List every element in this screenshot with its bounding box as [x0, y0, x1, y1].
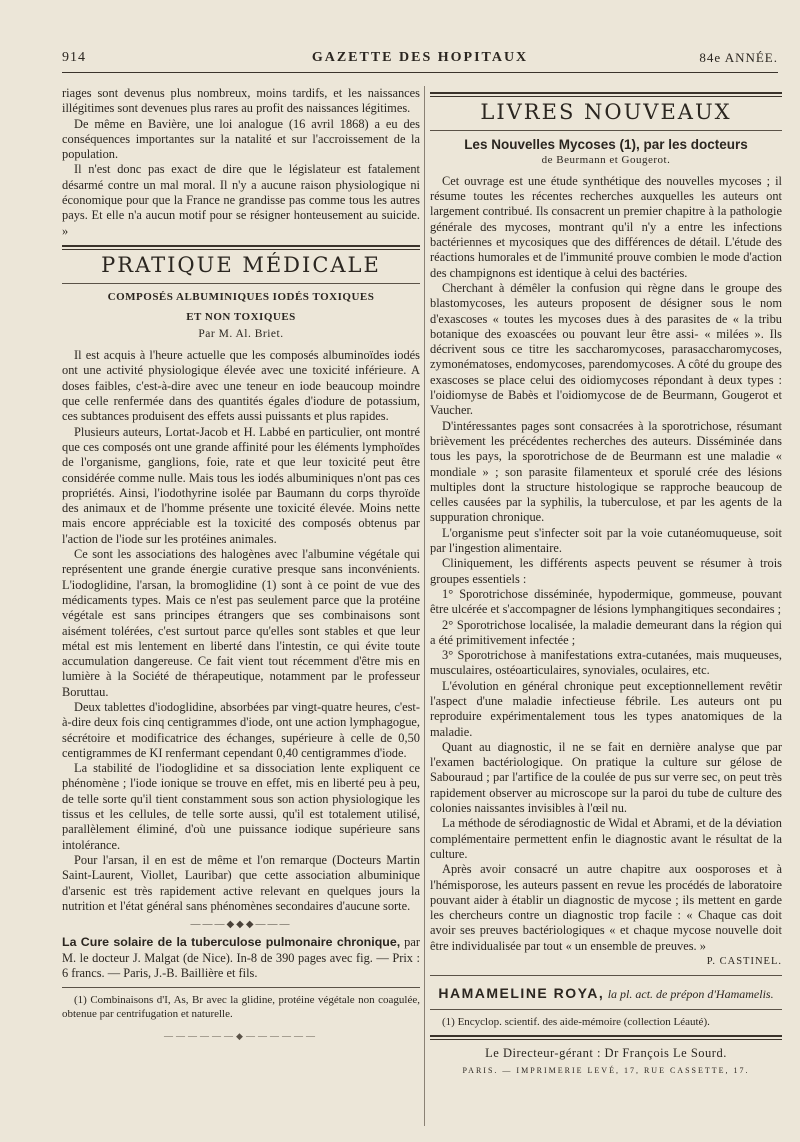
paragraph: Cliniquement, les différents aspects peuvent se résumer à trois groupes essentiels : — [430, 556, 782, 586]
paragraph: Il est acquis à l'heure actuelle que les composés albuminoïdes iodés ont une activité physiologique élevée avec une toxicité inférieure. A doses faibles, c'est-à-dire avec une teneur en iode beaucoup moindre que celle renfermée dans des quantités égales d'iodure de potassium, ces subtances produisent des effets aussi puissants et plus rapides. — [62, 348, 420, 424]
paragraph: Cet ouvrage est une étude synthétique des nouvelles mycoses ; il résume toutes les récentes recherches auxquelles les auteurs ont largement contribué. Ils consacrent un premier chapitre à la pathologie générale des mycoses, montrant qu'il n'y a entre les infections bactériennes et mycosiques que des différences de détail. L'étude des réactions humorales et de l'immunité prouve combien le mode d'action des champignons est identique à celui des bactéries. — [430, 173, 782, 280]
footnote: (1) Encyclop. scientif. des aide-mémoire (collection Léauté). — [442, 1015, 710, 1028]
section-title-pratique: PRATIQUE MÉDICALE — [101, 252, 381, 277]
fleuron-ornament: ——————◆—————— — [164, 1031, 318, 1042]
paragraph: L'organisme peut s'infecter soit par la voie cutanéomuqueuse, soit par l'ingestion alimentaire. — [430, 525, 782, 556]
divider — [62, 283, 420, 284]
signature: P. CASTINEL. — [706, 956, 782, 968]
book-note — [62, 935, 420, 981]
paragraph: Pour l'arsan, il en est de même et l'on remarque (Docteurs Martin Saint-Laurent, Viollet, Lauribar) que cette association albuminique d'arsenic est très rapidement active relevant en quelques jours la nutrition et l'état général sans phénomènes secondaires d'aucune sorte. — [62, 852, 420, 913]
book-title: Les Nouvelles Mycoses (1), par les docteurs — [464, 137, 748, 153]
advertisement — [430, 986, 782, 1002]
paragraph: Quant au diagnostic, il ne se fait en dernière analyse que par l'examen bactériologique. On pratique la culture sur gélose de Sabouraud ; par l'artifice de la coulée de pus sur verre sec, on peut très rapidement observer au microscope sur la paroi du tube de culture des colonies naissantes invisibles à l'œil nu. — [430, 739, 782, 816]
column-divider — [424, 86, 425, 1126]
book-note-details: par M. le docteur J. Malgat (de Nice). In-8 de 390 pages avec fig. — Prix : 6 francs. — Paris, J.-B. Baillière et fils. — [62, 935, 420, 981]
paragraph: De même en Bavière, une loi analogue (16 avril 1868) a eu des conséquences importantes sur la natalité et sur l'accroissement de la population. — [62, 116, 420, 162]
paragraph: Plusieurs auteurs, Lortat-Jacob et H. Labbé en particulier, ont montré que ces composés ont une grande affinité pour les éléments lymphoïdes de l'organisme, ganglions, foie, rate et que leur toxicité peut être considérée comme nulle. Mais tous les iodés albuminiques n'ont pas ces propriétés. Ainsi, l'iodothyrine isolée par Baumann du corps thyroïde des animaux et de l'homme présente une toxicité élevée. Moins nette mais encore appréciable est la toxicité des composés obtenus par l'action de l'iode sur les protéines animales. — [62, 424, 420, 546]
paragraph: D'intéressantes pages sont consacrées à la sporotrichose, résumant brièvement les précédentes recherches des auteurs. Disséminée dans tous les pays, la sporotrichose de de Beurmann est une maladie « mondiale » ; son parasite filamenteux et sporulé crée des lésions multiples dont la structure histologique se rapproche beaucoup de celles causées par la syphilis, la tuberculose, et par les agents de la suppuration chronique. — [430, 418, 782, 525]
page-number: 914 — [62, 50, 86, 65]
paragraph: 3° Sporotrichose à manifestations extra-cutanées, mais muqueuses, musculaires, ostéoarticulaires, synoviales, oculaires, etc. — [430, 648, 782, 678]
ad-brand: HAMAMELINE ROYA, — [438, 985, 605, 1002]
volume-year: 84e ANNÉE. — [699, 50, 778, 65]
section-title-livres: LIVRES NOUVEAUX — [480, 100, 732, 124]
header-rule — [62, 72, 778, 73]
paragraph: L'évolution en général chronique peut exceptionnellement revêtir l'aspect d'une maladie infectieuse fébrile. Les auteurs ont pu reproduire expérimentalement tous les types anatomiques de la maladie. — [430, 678, 782, 739]
printer-line: PARIS. — IMPRIMERIE LEVÉ, 17, RUE CASSETTE, 17. — [462, 1066, 750, 1076]
footnote: (1) Combinaisons d'I, As, Br avec la glidine, protéine végétale non coagulée, obtenue par centrifugation et naturelle. — [62, 994, 420, 1020]
paragraph: Deux tablettes d'iodoglidine, absorbées par vingt-quatre heures, c'est-à-dire deux fois cinq centigrammes d'iode, ont une action lymphagogue, sécrétoire et modificatrice des échanges, supérieure à celle de 0,50 centigrammes de KI renfermant cependant 0,40 centigrammes d'iode. — [62, 699, 420, 760]
divider — [430, 975, 782, 976]
paragraph: 1° Sporotrichose disséminée, hypodermique, gommeuse, pouvant être ulcérée et s'accompagner de lésions lymphangitiques secondaires ; — [430, 586, 782, 617]
article-title: COMPOSÉS ALBUMINIQUES IODÉS TOXIQUES — [107, 291, 375, 304]
paragraph: La stabilité de l'iodoglidine et sa dissociation lente expliquent ce phénomène ; l'iode ionique se trouve en effet, mis en liberté peu à peu, de telle sorte qu'il tient constamment sous son action physiologique les tissus et les cellules, de telle sorte aussi, qu'il est totalement utilisé, parallèlement éliminé, d'où une puissance iodique supérieure sans intolérance. — [62, 761, 420, 852]
left-column — [62, 86, 420, 1045]
article-title-line2: ET NON TOXIQUES — [186, 310, 296, 323]
paragraph: Après avoir consacré un autre chapitre aux oosporoses et à l'hémisporose, les auteurs passent en revue les procédés de laboratoire pouvant aider à établir un diagnostic de mycose ; ils mettent en garde les chercheurs contre un diagnostic trop facile : « Chaque cas doit avoir ses preuves bactériologiques « et chaque mycose nouvelle doit être individualisée par tout « un ensemble de preuves. » — [430, 862, 782, 953]
paragraph: Cherchant à démêler la confusion qui règne dans le groupe des blastomycoses, les auteurs proposent de désigner sous le nom d'exascoses « toutes les mycoses dues à des parasites de « la tribu botanique des exoascées ou pouvant leur être assi- « milées ». Ils décrivent sous ce titre les saccharomycoses, parasaccharomycoses, zymonématoses, endomycoses, parendomycoses. A côté du groupe des exascoses se place celui des oidiomycoses répondant à deux types : l'oidiomyse de Babès et l'oidiomycose de de Beurmann, Gougerot et Vaucher. — [430, 280, 782, 418]
divider — [430, 130, 782, 131]
right-column — [430, 86, 782, 1079]
paragraph: Ce sont les associations des halogènes avec l'albumine végétale qui représentent une grande énergie curative presque sans inconvénients. L'iodoglidine, l'arsan, la bromoglidine (1) sont à ce point de vue des médicaments types. Mais ce n'est pas seulement parce que la protéine végétale est sans principes étrangers que ses combinaisons sont aisément tolérées, c'est surtout parce qu'elles sont stables et que leur métal est mis lentement en liberté dans l'intestin, ce qui évite toute accumulation dangereuse. Ce fait vient tout récemment d'être mis en lumière à la Société de thérapeutique, notamment par le professeur Boruttau. — [62, 547, 420, 699]
journal-title: GAZETTE DES HOPITAUX — [311, 50, 529, 65]
ad-text: la pl. act. de prépon d'Hamamelis. — [607, 987, 774, 1002]
book-authors: de Beurmann et Gougerot. — [541, 153, 671, 166]
paragraph: 2° Sporotrichose localisée, la maladie demeurant dans la région qui a été primitivement infectée ; — [430, 617, 782, 647]
footnote-rule — [62, 987, 420, 988]
paragraph: La méthode de sérodiagnostic de Widal et Abrami, et de la déviation complémentaire permettent enfin le diagnostic avant le résultat de la culture. — [430, 816, 782, 861]
section-rule — [62, 245, 420, 250]
book-note-title: La Cure solaire de la tuberculose pulmonaire chronique, — [62, 935, 401, 950]
section-rule — [430, 92, 782, 97]
section-rule — [430, 1035, 782, 1040]
byline: Par M. Al. Briet. — [198, 327, 284, 340]
fleuron-ornament: ———◆◆◆——— — [190, 919, 292, 931]
running-head — [62, 50, 778, 70]
paragraph: Il n'est donc pas exact de dire que le législateur est fatalement désarmé contre un mal moral. Il n'y a aucune raison physiologique ni économique pour que la France ne grandisse pas comme tous les autres pays. Et elle n'a aucun motif pour se résigner honteusement au suicide. » — [62, 162, 420, 238]
divider — [430, 1009, 782, 1010]
director-line: Le Directeur-gérant : Dr François Le Sourd. — [485, 1046, 727, 1061]
paragraph: riages sont devenus plus nombreux, moins tardifs, et les naissances illégitimes sont devenues plus rares au profit des naissances légitimes. — [62, 86, 420, 116]
